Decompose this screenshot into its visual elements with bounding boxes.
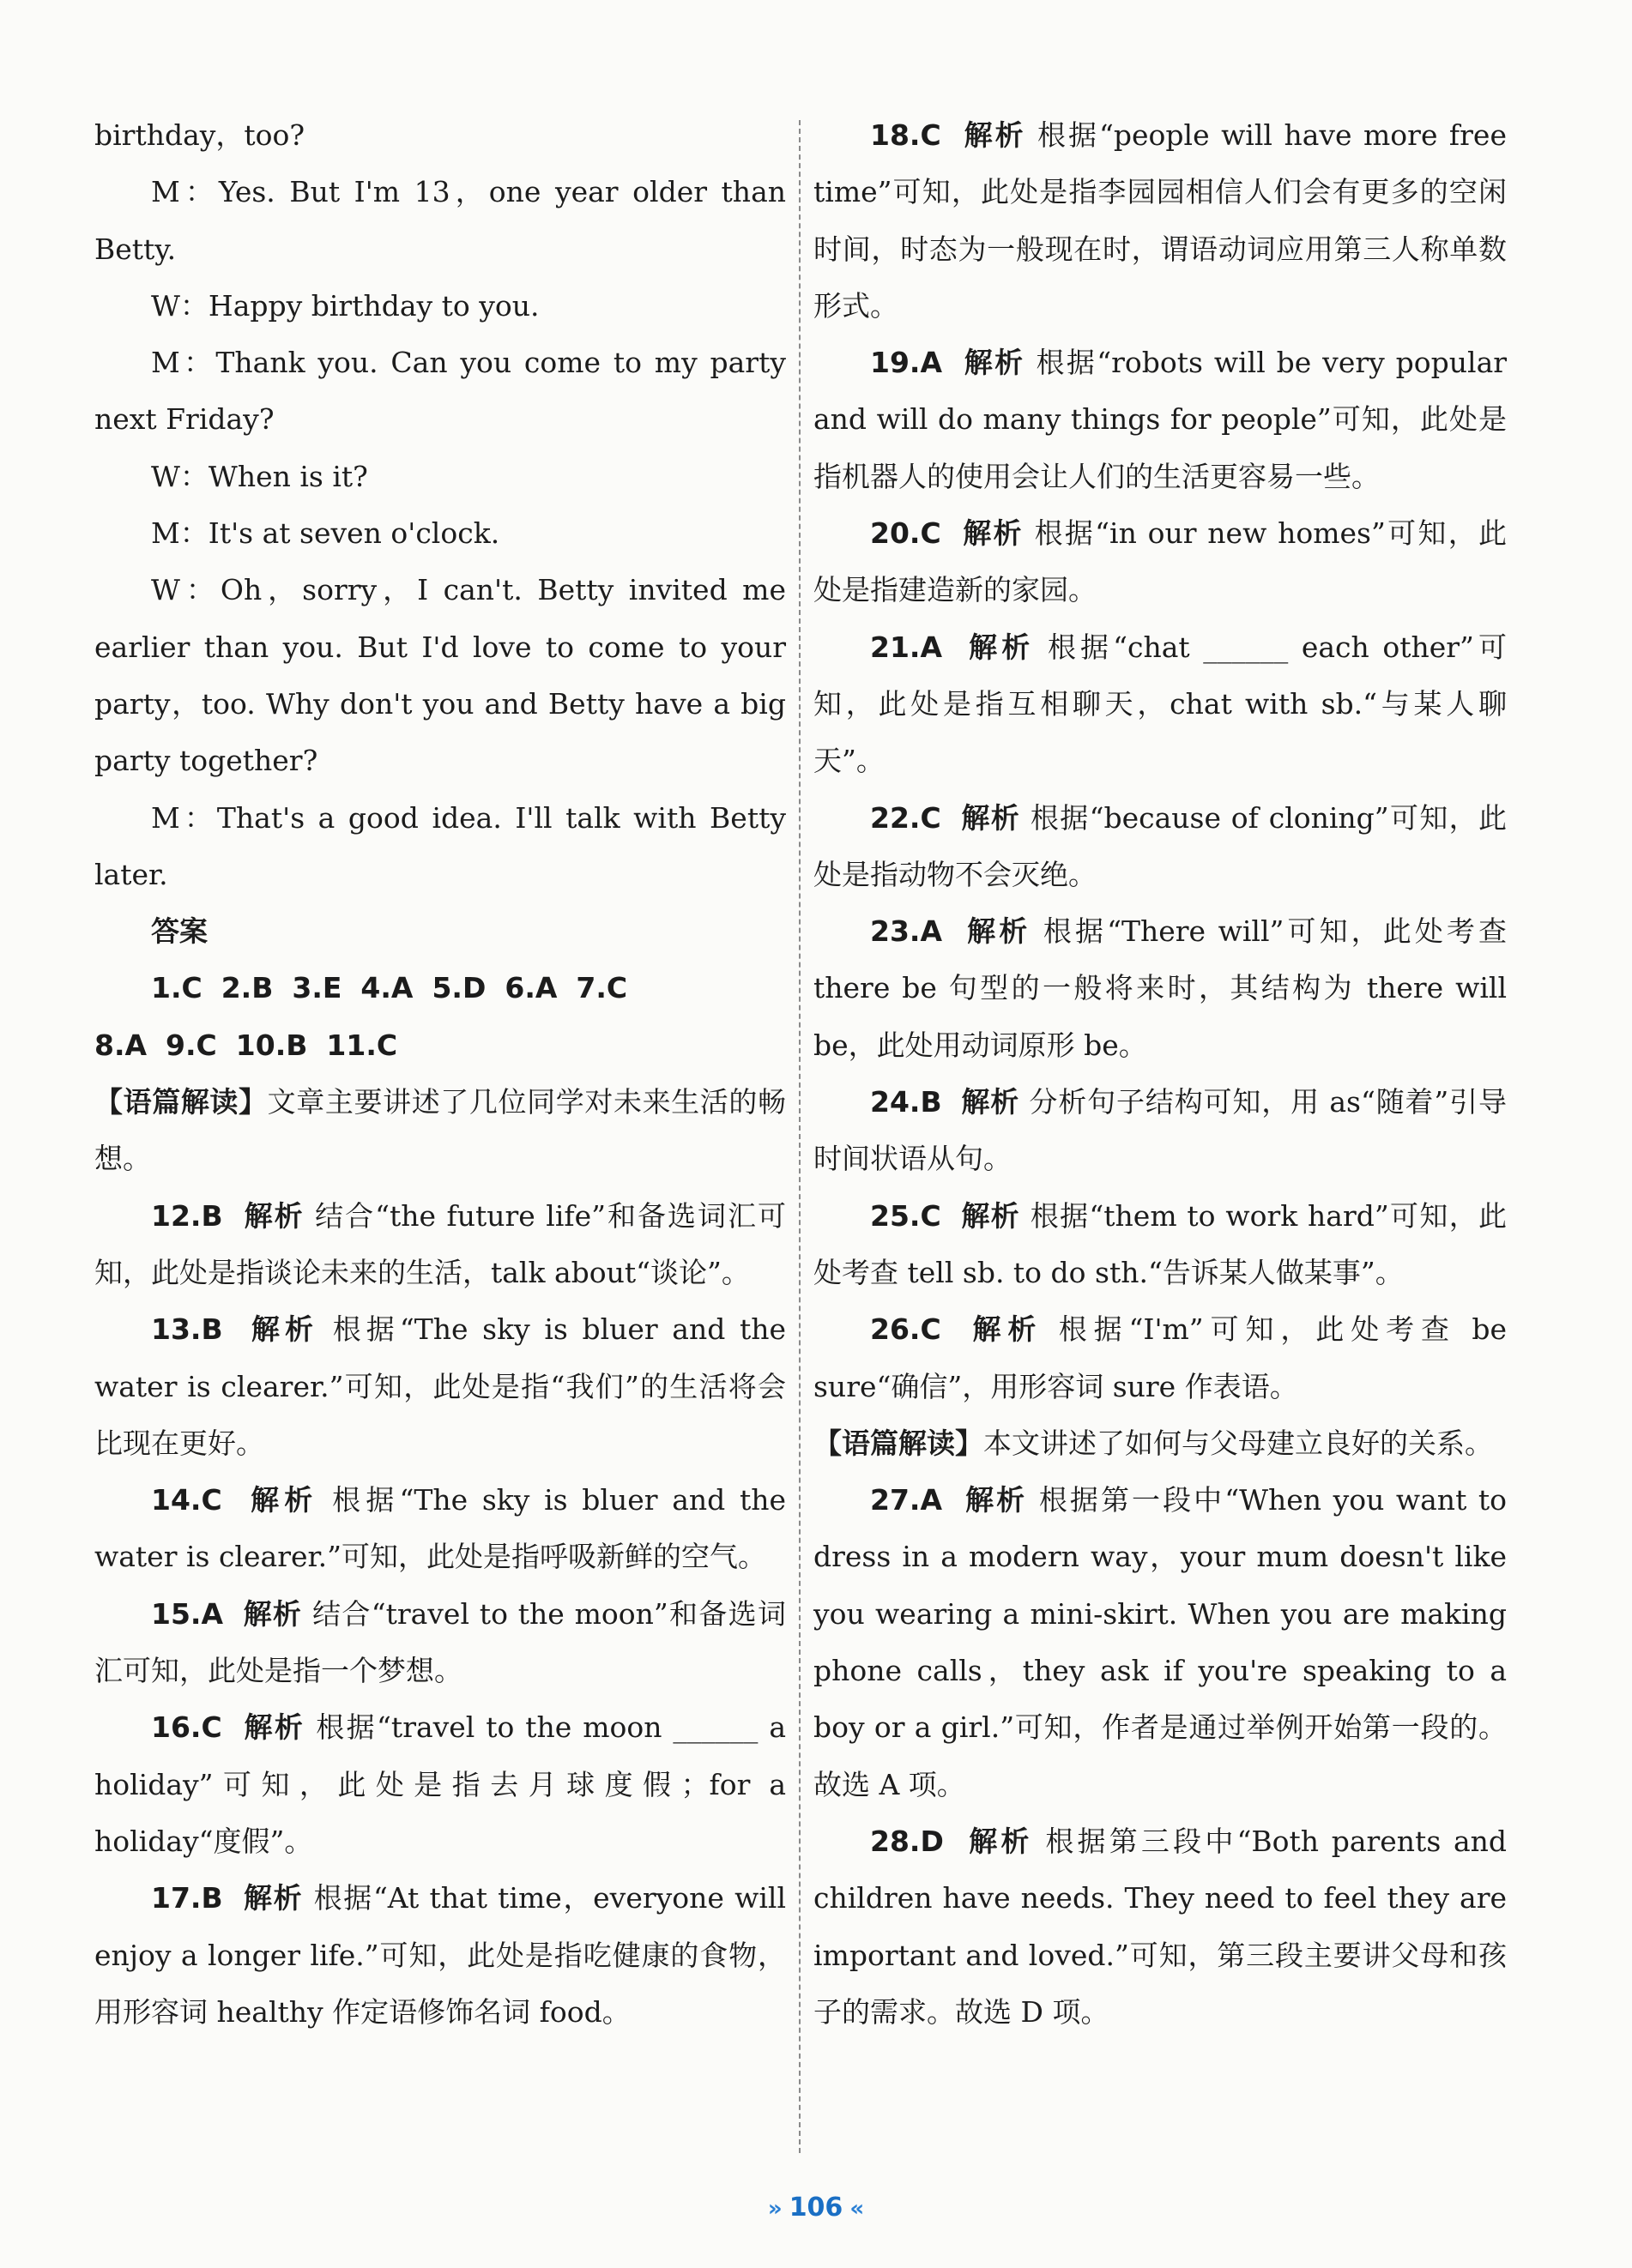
item-number: 24.B [870, 1085, 942, 1119]
explanation-item [813, 1188, 1507, 1302]
answer-item: 3.E [292, 971, 342, 1005]
explanation-item [94, 1699, 786, 1870]
dialogue-line: birthday，too? [94, 118, 305, 152]
explanation-item [813, 1813, 1507, 2041]
dialogue-line: W：When is it? [151, 459, 368, 493]
explanation-label: 解析 [251, 1312, 319, 1347]
explanation-item [94, 1188, 786, 1302]
explanation-text: 根据“travel to the moon ______ a holiday”可知，此处是指去月球度假；for a holiday“度假”。 [94, 1710, 786, 1858]
left-column [94, 107, 786, 2041]
explanation-label: 解析 [969, 630, 1035, 664]
dialogue-line: M：That's a good idea. I'll talk with Betty later. [94, 800, 786, 891]
item-number: 23.A [870, 914, 942, 949]
answer-item: 11.C [326, 1028, 398, 1062]
explanation-item [813, 1301, 1507, 1415]
answer-item: 10.B [235, 1028, 308, 1062]
explanation-item [813, 1074, 1507, 1188]
answers-heading: 答案 [151, 914, 208, 949]
explanation-label: 解析 [243, 1881, 304, 1915]
explanation-item [94, 1586, 786, 1700]
explanation-text: 根据“chat ______ each other”可知，此处是指互相聊天，chat with sb.“与某人聊天”。 [813, 630, 1508, 778]
explanation-label: 解析 [251, 1483, 318, 1517]
item-number: 28.D [870, 1824, 944, 1858]
item-number: 22.C [870, 800, 941, 835]
explanation-item [813, 107, 1507, 335]
page-number-footer [0, 2193, 1632, 2223]
item-number: 26.C [870, 1312, 941, 1347]
explanation-item [813, 619, 1507, 790]
right-column [813, 107, 1507, 2041]
explanation-item [94, 1870, 786, 2041]
dialogue-line: M：Yes. But I'm 13，one year older than Betty. [94, 175, 786, 266]
explanation-label: 解析 [243, 1596, 303, 1631]
explanation-label: 解析 [244, 1710, 305, 1745]
explanation-text: 根据第一段中“When you want to dress in a modern way，your mum doesn't like you wearing a mini-skirt. When you are making phone calls，they ask if you're speaking to a boy or a girl.”可知，作者是通过举例开始第一段的。故选 A 项。 [813, 1483, 1508, 1801]
answers-row [94, 960, 786, 1016]
explanation-item [94, 1301, 786, 1472]
explanation-text: 根据“them to work hard”可知，此处考查 tell sb. to do sth.“告诉某人做某事”。 [813, 1198, 1508, 1289]
passage-text: 文章主要讲述了几位同学对未来生活的畅想。 [94, 1085, 787, 1176]
answer-item: 1.C [151, 971, 202, 1005]
item-number: 12.B [151, 1198, 223, 1233]
explanation-text: 根据“robots will be very popular and will do many things for people”可知，此处是指机器人的使用会让人们的生活更容易一些。 [813, 346, 1508, 493]
item-number: 21.A [870, 630, 942, 664]
chevron-left-icon: « [849, 2196, 865, 2222]
answer-item: 9.C [166, 1028, 217, 1062]
answer-item: 6.A [505, 971, 558, 1005]
answer-item: 8.A [94, 1028, 148, 1062]
dialogue-line: W：Oh，sorry，I can't. Betty invited me earlier than you. But I'd love to come to your party，too. Why don't you and Betty have a big party together? [94, 573, 786, 778]
explanation-item [813, 903, 1507, 1074]
explanation-text: 根据“At that time，everyone will enjoy a longer life.”可知，此处是指吃健康的食物，用形容词 healthy 作定语修饰名词 food。 [94, 1881, 787, 2029]
explanation-text: 根据“The sky is bluer and the water is clearer.”可知，此处是指呼吸新鲜的空气。 [94, 1483, 786, 1574]
answer-item: 4.A [360, 971, 414, 1005]
explanation-label: 解析 [967, 914, 1031, 949]
explanation-text: 根据第三段中“Both parents and children have needs. They need to feel they are important and loved.”可知，第三段主要讲父母和孩子的需求。故选 D 项。 [813, 1824, 1507, 2029]
explanation-text: 根据“in our new homes”可知，此处是指建造新的家园。 [813, 516, 1508, 607]
explanation-text: 结合“the future life”和备选词汇可知，此处是指谈论未来的生活，talk about“谈论”。 [94, 1198, 787, 1289]
passage-reading [94, 1074, 786, 1188]
explanation-item [813, 1472, 1507, 1813]
explanation-label: 解析 [963, 516, 1024, 551]
answer-item: 2.B [221, 971, 274, 1005]
passage-text: 本文讲述了如何与父母建立良好的关系。 [983, 1426, 1493, 1460]
dialogue-line: W：Happy birthday to you. [151, 288, 540, 323]
explanation-text: 根据“because of cloning”可知，此处是指动物不会灭绝。 [813, 800, 1508, 891]
passage-label: 【语篇解读】 [94, 1085, 268, 1119]
item-number: 14.C [151, 1483, 222, 1517]
item-number: 25.C [870, 1198, 941, 1233]
item-number: 15.A [151, 1596, 223, 1631]
dialogue-line: M：Thank you. Can you come to my party next Friday? [94, 346, 786, 437]
explanation-item [94, 1472, 786, 1586]
column-divider [799, 120, 801, 2153]
item-number: 18.C [870, 118, 941, 152]
explanation-text: 根据“There will”可知，此处考查 there be 句型的一般将来时，其结构为 there will be，此处用动词原形 be。 [813, 914, 1507, 1062]
explanation-label: 解析 [965, 1483, 1028, 1517]
item-number: 16.C [151, 1710, 222, 1745]
answer-item: 7.C [576, 971, 628, 1005]
explanation-label: 解析 [244, 1198, 305, 1233]
explanation-text: 根据“The sky is bluer and the water is clearer.”可知，此处是指“我们”的生活将会比现在更好。 [94, 1312, 786, 1460]
passage-reading [813, 1415, 1507, 1472]
explanation-text: 根据“I'm”可知，此处考查 be sure“确信”，用形容词 sure 作表语。 [813, 1312, 1507, 1403]
explanation-label: 解析 [961, 1198, 1020, 1233]
answers-row [94, 1017, 786, 1074]
item-number: 13.B [151, 1312, 223, 1347]
explanation-label: 解析 [964, 118, 1026, 152]
item-number: 17.B [151, 1881, 223, 1915]
answer-item: 5.D [432, 971, 487, 1005]
explanation-label: 解析 [972, 1312, 1043, 1347]
explanation-item [813, 505, 1507, 619]
explanation-text: 分析句子结构可知，用 as“随着”引导时间状语从句。 [813, 1085, 1507, 1176]
item-number: 20.C [870, 516, 941, 551]
explanation-item [813, 335, 1507, 505]
explanation-label: 解析 [961, 800, 1021, 835]
explanation-label: 解析 [969, 1824, 1033, 1858]
passage-label: 【语篇解读】 [813, 1426, 983, 1460]
explanation-label: 解析 [964, 346, 1025, 380]
explanation-text: 根据“people will have more free time”可知，此处是指李园园相信人们会有更多的空闲时间，时态为一般现在时，谓语动词应用第三人称单数形式。 [813, 118, 1507, 323]
item-number: 19.A [870, 346, 942, 380]
explanation-item [813, 790, 1507, 904]
page-number: 106 [789, 2193, 843, 2223]
item-number: 27.A [870, 1483, 942, 1517]
chevron-right-icon: » [767, 2196, 783, 2222]
explanation-text: 结合“travel to the moon”和备选词汇可知，此处是指一个梦想。 [94, 1596, 786, 1688]
explanation-label: 解析 [961, 1085, 1020, 1119]
dialogue-line: M：It's at seven o'clock. [151, 516, 500, 551]
